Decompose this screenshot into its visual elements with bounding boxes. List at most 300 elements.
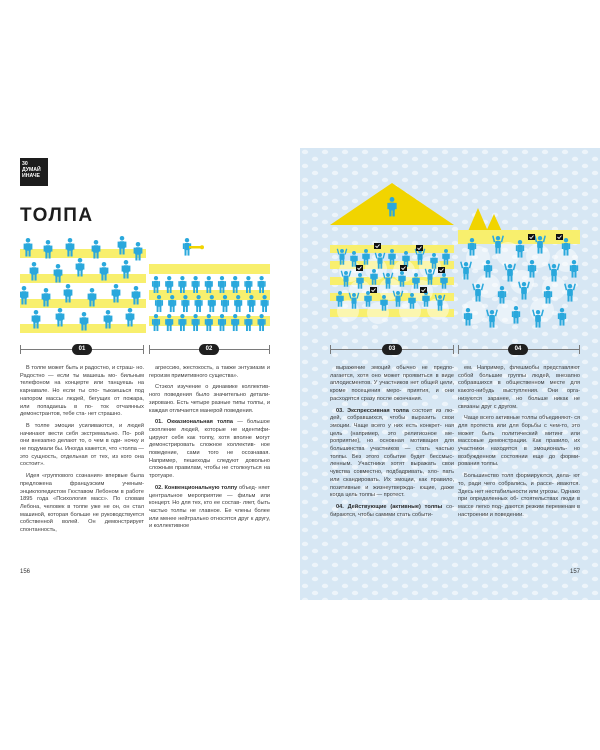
person-arm [125,242,127,248]
person-leg [31,274,33,281]
person-leg [552,275,554,281]
person-head [428,269,432,273]
person-head [120,236,125,241]
text-line: ющие, даже когда цель толпы — протест. [330,484,454,499]
text-line: ночку и не подумали бы. Иногда кажется, [20,438,145,453]
person-head [66,284,71,289]
person-arm [551,291,552,297]
person-arm [422,296,423,301]
checkmark-sign [356,265,363,271]
person-leg [410,303,412,309]
person-leg [225,306,227,312]
person-leg [220,287,222,293]
text-line: пать или скандировать. Их эмоции, как [330,469,454,483]
person-body [101,267,107,275]
text-line: в работе 1895 года «Психология масс». [20,488,144,503]
person-arm [544,291,545,297]
person-head [262,295,266,299]
person-arm [165,281,166,287]
checkmark-sign [528,234,535,240]
person-leg [233,287,235,293]
person-arm [231,281,232,287]
person-arm [83,264,85,270]
person-body [25,243,31,251]
person-leg [222,325,224,331]
marker-01: 01 [72,344,92,355]
person-arm [251,281,252,287]
person-leg [183,306,185,312]
text-line: была предложена французским ученым- [20,473,145,487]
text-line: танцуешь на карнавале. Но если ты спо- [20,380,145,395]
person-leg [133,298,135,305]
text-line: Большинство толп формируются, дела- [464,473,571,480]
person-head [22,286,27,291]
text-line: не руководствуется собственной волей. [20,511,144,526]
person-leg [568,295,570,301]
person-arm [211,319,212,325]
person-arm [63,314,65,320]
person-body [537,241,543,248]
person-leg [496,247,498,253]
person-arm [185,281,186,287]
person-arm [247,300,248,306]
person-arm [475,243,476,249]
person-head [223,295,227,299]
person-arm [31,244,33,250]
person-arm [172,319,173,325]
person-head [193,276,197,280]
person-arm [42,294,44,300]
person-arm [408,256,409,261]
page-number-right: 157 [570,569,581,575]
page-number-left: 156 [20,569,31,575]
person-arm [516,245,517,251]
person-arm [362,254,363,259]
text-line: В толпе может быть и радостно, и страш- [26,365,135,371]
person-arm [570,265,571,271]
person-leg [37,322,39,329]
person-arm [428,296,429,301]
person-arm [414,298,415,303]
person-leg [131,320,133,327]
person-head [167,276,171,280]
person-head [90,288,95,293]
person-arm [139,292,141,298]
person-body [89,293,95,301]
person-arm [56,314,58,320]
person-body [469,243,475,250]
person-head [259,276,263,280]
person-leg [65,296,67,303]
person-leg [400,281,402,287]
person-leg [101,274,103,281]
person-head [386,273,390,277]
person-arm [88,294,90,300]
person-leg [49,252,51,259]
person-leg [105,322,107,329]
person-leg [396,301,398,307]
person-arm [387,203,389,209]
person-body [443,254,448,260]
person-arm [412,278,413,283]
person-leg [113,296,115,303]
person-leg [393,210,395,217]
text-line: рования толпы. [458,461,499,468]
person-arm [165,319,166,325]
text-line: ное поведение, сами того не осознавая. [149,442,270,457]
text-line: и поведении. [489,511,524,518]
person-arm [468,243,469,249]
person-leg [59,276,61,283]
person-arm [134,248,136,254]
person-leg [562,319,564,325]
person-head [34,310,39,315]
person-arm [178,319,179,325]
paragraph-heading: 01. Окказиональная толпа [155,419,234,426]
person-arm [168,300,169,306]
person-body [206,319,212,326]
person-leg [446,259,448,265]
person-leg [209,287,211,293]
text-line: не он, он стал машиной, которая больше [20,503,144,518]
person-body [21,291,27,299]
right-text-column-2 [458,365,580,523]
person-arm [404,276,405,281]
person-leg [233,325,235,331]
person-head [352,251,356,255]
person-leg [157,306,159,312]
person-leg [364,259,366,265]
person-head [207,314,211,318]
paragraph [20,365,144,419]
person-body [133,291,139,299]
person-leg [338,301,340,307]
yellow-stripe [149,264,270,274]
text-line: их участники находятся в эмоциональ- [458,438,581,453]
text-line: ют то, ради чего собрались, и рассе- [458,473,580,487]
text-line: на тротуаре. [149,465,270,480]
text-line: дей, собравшихся, чтобы выразить свои [330,415,454,422]
person-head [470,238,474,242]
person-head [404,251,408,255]
person-leg [530,271,532,277]
person-arm [141,248,143,254]
text-line: объед- [238,484,257,491]
person-arm [519,311,520,317]
checkmark-sign [438,267,445,273]
text-line: низуются заранее, но больше никак не [458,395,580,402]
person-arm [76,264,78,270]
person-leg [430,279,432,285]
person-arm [388,254,389,259]
person-arm [201,300,202,306]
person-arm [198,319,199,325]
person-figure [126,308,135,327]
person-arm [112,290,114,296]
person-body [119,241,125,249]
person-leg [193,325,195,331]
person-head [210,295,214,299]
person-head [154,314,158,318]
person-body [377,258,382,264]
person-leg [180,325,182,331]
person-arm [408,298,409,303]
text-line: приятия, и они расходятся сразу после [330,388,454,402]
person-body [535,315,541,322]
person-arm [342,296,343,301]
person-arm [364,296,365,301]
person-body [43,293,49,301]
person-head [442,273,446,277]
text-line: — большое [237,419,270,426]
person-leg [382,305,384,311]
person-body [507,269,513,276]
person-leg [117,296,119,303]
person-leg [183,287,185,293]
person-body [166,319,172,326]
text-line: ток отчаянных демонстрантов, тебе ста- [20,403,144,418]
person-arm [375,253,378,259]
text-line: большинства участников — стать частью [330,446,454,453]
person-figure [486,310,498,328]
person-head [180,314,184,318]
person-arm [484,265,485,271]
person-body [441,278,446,284]
person-arm [362,278,363,283]
person-body [389,203,395,211]
person-leg [67,250,69,257]
person-arm [133,314,135,320]
person-arm [258,319,259,325]
person-body [513,311,519,318]
person-arm [512,311,513,317]
person-body [123,265,129,273]
person-arm [39,316,41,322]
occasional-crowd-illustration [20,236,146,338]
person-body [249,300,255,307]
text-line: окончания. [393,395,423,402]
person-body [259,281,265,288]
person-leg [466,273,468,279]
person-head [193,314,197,318]
person-head [400,271,404,275]
person-arm [436,258,437,263]
text-line: и героизм примитивного существа». [149,365,270,379]
person-body [381,300,386,306]
person-arm [356,278,357,283]
person-leg [93,300,95,307]
person-arm [228,300,229,306]
person-leg [466,319,468,325]
person-head [32,262,37,267]
person-head [340,249,344,253]
person-head [410,293,414,297]
person-body [193,281,199,288]
person-leg [524,293,526,299]
person-head [390,249,394,253]
person-leg [212,306,214,312]
text-line: но возбужденном состоянии еще до форми- [458,446,580,460]
person-leg [206,325,208,331]
person-leg [418,259,420,265]
person-leg [123,272,125,279]
person-leg [398,301,400,307]
text-line: Стэкол изучение о динамике коллектив- [155,384,270,391]
person-arm [569,243,570,249]
person-body [517,245,523,252]
text-line: стоятельствах люди в массе легко под- [458,496,580,510]
person-leg [81,270,83,277]
person-body [166,281,172,288]
person-head [364,249,368,253]
person-leg [354,303,356,309]
person-leg [77,270,79,277]
text-line: роприятие), но основная мотивация для [330,438,454,445]
text-line: угрозы. Однако при определенных об- [458,488,580,503]
person-arm [225,319,226,325]
person-leg [380,263,382,269]
person-leg [540,247,542,253]
person-head [466,308,470,312]
person-head [564,238,568,242]
person-leg [61,320,63,327]
person-arm [221,300,222,306]
person-leg [25,250,27,257]
person-leg [468,319,470,325]
paragraph [330,408,454,500]
person-arm [548,264,551,271]
person-leg [432,263,434,269]
person-leg [440,305,442,311]
person-leg [570,295,572,301]
person-leg [516,317,518,323]
paragraph [149,384,270,415]
marker-axis-04 [458,344,580,356]
right-page [300,148,600,600]
person-leg [97,252,99,259]
text-line: выражение эмоций обычно не предпо- [336,365,454,371]
person-body [409,298,414,304]
expressive-crowd-illustration [330,183,454,338]
person-leg [81,324,83,331]
person-body [337,296,342,302]
person-body [403,256,408,262]
person-body [499,291,505,298]
text-line: собой большие группы людей, внезапно [458,372,580,379]
person-body [193,319,199,326]
paragraph-heading: 02. Конвенциональную толпу [155,484,238,491]
person-leg [424,301,426,307]
person-body [395,296,400,302]
person-body [489,315,495,322]
person-arm [122,266,124,272]
person-arm [198,281,199,287]
person-body [93,245,99,253]
person-leg [85,324,87,331]
person-leg [340,259,342,265]
person-head [546,286,550,290]
person-arm [460,262,463,269]
person-head [134,286,139,291]
person-arm [175,300,176,306]
person-arm [565,313,566,319]
person-arm [211,281,212,287]
person-body [127,313,133,321]
person-arm [231,319,232,325]
text-line: Чаще всего активные толпы объединяют- [464,415,573,422]
paragraph [20,473,144,535]
person-head [154,276,158,280]
person-body [65,289,71,297]
person-body [463,267,469,274]
person-leg [239,306,241,312]
text-line: общей цели, кроме посещения меро- [330,380,454,395]
person-leg [119,248,121,255]
paragraph-heading: 03. Экспрессивная толпа [336,407,409,414]
paragraph [149,365,270,380]
text-line: эмоции. Чаще всего у них есть конкрет- [330,422,442,429]
text-line: иваются. Здесь нет нестабильности или [458,480,580,495]
person-head [78,258,83,263]
person-body [571,265,577,272]
person-arm [430,258,431,263]
person-body [365,296,370,302]
person-leg [57,320,59,327]
person-arm [528,265,529,271]
person-arm [118,242,120,248]
person-head [170,295,174,299]
person-leg [252,306,254,312]
person-body [232,281,238,288]
person-body [413,278,418,284]
person-leg [502,297,504,303]
person-leg [196,306,198,312]
person-arm [241,300,242,306]
text-line: скопление людей, которые не идентифи- [149,426,270,433]
person-body [81,317,87,325]
person-leg [262,306,264,312]
text-line: демонстрировать сложное коллектив- [149,442,256,449]
checkmark-sign [420,287,427,293]
guitar-icon [200,245,204,249]
text-line: относятся друг к другу, и коллективное [149,515,270,530]
person-figure [76,258,85,277]
person-leg [346,281,348,287]
person-arm [398,276,399,281]
person-leg [366,259,368,265]
person-head [522,282,526,286]
person-arm [61,270,63,276]
person-leg [33,322,35,329]
person-leg [55,276,57,283]
person-arm [44,246,46,252]
person-arm [178,281,179,287]
person-body [77,263,83,271]
person-head [514,306,518,310]
person-leg [21,298,23,305]
person-arm [192,319,193,325]
person-leg [135,254,137,261]
person-body [219,319,225,326]
person-body [385,278,390,284]
person-body [417,254,422,260]
marker-axis-03 [330,344,454,356]
person-leg [352,261,354,267]
person-leg [546,297,548,303]
person-leg [236,325,238,331]
person-head [246,276,250,280]
person-head [464,262,468,266]
